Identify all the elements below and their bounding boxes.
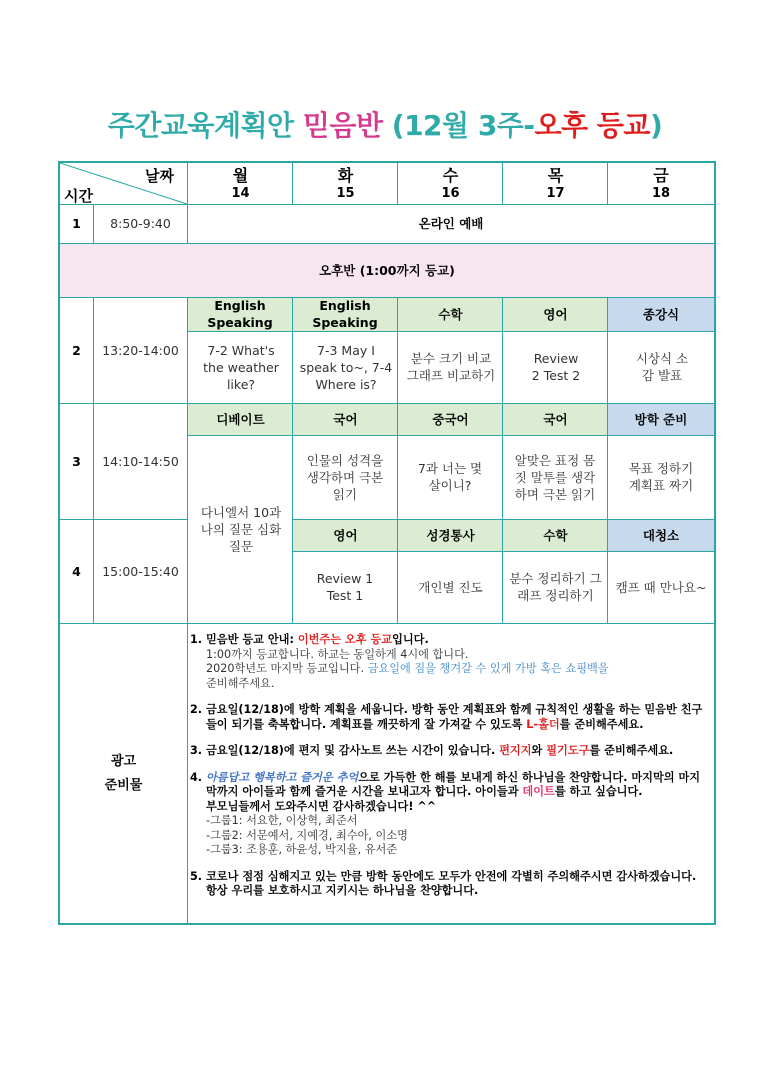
note-highlight: 필기도구 (546, 744, 590, 757)
subject-cell: 국어 (333, 411, 358, 427)
subject-cell: 방학 준비 (634, 411, 688, 427)
afternoon-banner: 오후반 (1:00까지 등교) (319, 262, 455, 278)
note-text: 를 준비해주세요. (589, 744, 674, 757)
day-name: 금 (653, 165, 669, 185)
day-header-wed (398, 163, 503, 204)
note-text: 를 하고 싶습니다. (554, 785, 643, 798)
note-text: 2020학년도 마지막 등교입니다. (206, 662, 368, 675)
subject-cell: English Speaking (207, 298, 273, 330)
period-number: 2 (72, 342, 81, 358)
subject-cell: 종강식 (642, 306, 680, 322)
note-item (190, 870, 710, 899)
note-text: 코로나 점점 심해지고 있는 만큼 방학 동안에도 모두가 안전에 각별히 주의해주시면 감사하겠습니다. 항상 우리를 보호하시고 지키시는 하나님을 찬양합니다. (206, 869, 697, 897)
detail-cell: 알맞은 표정 몸짓 말투를 생각하며 극본 읽기 (514, 452, 596, 502)
note-text: 1:00까지 등교합니다. 하교는 동일하게 4시에 합니다. (206, 647, 469, 661)
note-highlight: L-홀더 (526, 717, 560, 731)
note-item (190, 771, 710, 858)
subject-cell: 성경통사 (426, 527, 475, 543)
note-number: 4. (190, 770, 203, 784)
note-text: 금요일(12/18)에 방학 계획을 세웁니다. 방학 동안 계획표와 함께 규칙적인 생활을 하는 믿음반 친구들이 되기를 축복합니다. 계획표를 깨끗하게 잘 가져갈 수 있도록 (206, 703, 703, 731)
note-text: 부모님들께서 도와주시면 감사하겠습니다! ^^ (206, 799, 437, 813)
divider (292, 297, 293, 623)
detail-cell: 시상식 소감 발표 (635, 351, 689, 383)
note-item (190, 633, 710, 691)
day-date: 17 (546, 185, 565, 201)
period-time: 15:00-15:40 (102, 563, 179, 579)
day-date: 18 (651, 185, 671, 201)
note-text: 으로 가득한 한 해를 보내게 하신 하나님을 찬양합니다. 마지막의 마지막까지 아이들과 함께 즐거운 시간을 보내고자 합니다. 아이들과 (206, 770, 701, 798)
detail-cell: 7-2 What's the weather like? (203, 342, 279, 392)
weekly-plan-table (58, 161, 716, 925)
detail-cell: 캠프 때 만나요~ (615, 579, 707, 595)
day-date: 15 (336, 185, 355, 201)
notes-label-supplies: 준비물 (104, 778, 143, 793)
note-highlight: 편지지 (499, 744, 532, 757)
note-number: 3. (190, 744, 203, 757)
note-number: 5. (190, 869, 203, 883)
detail-cell: 분수 크기 비교 그래프 비교하기 (406, 351, 496, 383)
title-afternoon: 오후 등교 (534, 109, 650, 142)
detail-cell: 분수 정리하기 그래프 정리하기 (509, 571, 602, 603)
divider (187, 297, 188, 925)
notes-label-ad: 광고 (110, 754, 137, 769)
day-header-mon (188, 163, 293, 204)
subject-cell: 중국어 (432, 411, 469, 427)
period-number: 1 (72, 216, 81, 231)
subject-cell: English Speaking (312, 298, 378, 330)
date-header-label: 날짜 (145, 167, 174, 185)
subject-cell: 디베이트 (216, 411, 265, 427)
day-date: 16 (441, 185, 460, 201)
group-list: -그룹3: 조용훈, 하윤성, 박지율, 유서준 (206, 843, 398, 856)
subject-cell: 영어 (333, 527, 358, 543)
note-text: 를 준비해주세요. (559, 717, 644, 731)
detail-cell: 인물의 성격을 생각하며 극본 읽기 (306, 452, 384, 502)
day-header-tue (293, 163, 398, 204)
day-name: 월 (232, 165, 249, 185)
note-number: 1. (190, 633, 203, 646)
note-text: 준비해주세요. (206, 676, 275, 690)
title-week: (12월 3주- (391, 109, 535, 142)
note-highlight: 금요일에 짐을 챙겨갈 수 있게 가방 혹은 쇼핑백을 (367, 662, 609, 675)
day-name: 수 (442, 165, 459, 185)
detail-cell: 7과 너는 몇 살이니? (417, 461, 483, 493)
day-header-fri (608, 163, 714, 204)
period-number: 3 (72, 453, 81, 469)
group-list: -그룹1: 서요한, 이상혁, 최준서 (206, 814, 358, 827)
subject-cell: 수학 (438, 306, 463, 322)
detail-cell: 7-3 May I speak to~, 7-4 Where is? (299, 342, 393, 392)
subject-cell: 수학 (543, 527, 568, 543)
day-name: 화 (337, 165, 354, 185)
day-date: 14 (231, 185, 250, 201)
note-highlight: 데이트 (522, 785, 555, 798)
note-item (190, 744, 710, 759)
note-highlight: 이번주는 오후 등교 (297, 633, 393, 646)
note-highlight: 아름답고 행복하고 즐거운 추억 (206, 770, 359, 784)
detail-cell: Review 2 Test 2 (531, 351, 581, 383)
day-name: 목 (547, 165, 564, 185)
period-time: 13:20-14:00 (102, 342, 179, 358)
online-worship: 온라인 예배 (418, 216, 484, 231)
note-number: 2. (190, 703, 203, 716)
subject-cell: 대청소 (642, 527, 680, 543)
debate-detail: 다니엘서 10과 나의 질문 심화 질문 (200, 504, 282, 554)
group-list: -그룹2: 서문예서, 지예경, 최수아, 이소명 (206, 828, 408, 842)
title-close: ) (649, 109, 663, 142)
note-text: 와 (531, 744, 547, 757)
notes-list (190, 633, 710, 911)
notes-label (60, 623, 187, 925)
period-time: 8:50-9:40 (110, 216, 171, 231)
detail-cell: 개인별 진도 (418, 579, 483, 595)
detail-cell: Review 1 Test 1 (316, 571, 374, 603)
day-header-thu (503, 163, 608, 204)
period-number: 4 (72, 563, 81, 579)
subject-cell: 국어 (543, 411, 568, 427)
subject-cell: 영어 (543, 306, 568, 322)
title-main: 주간교육계획안 (107, 109, 294, 142)
title-class: 믿음반 (302, 109, 383, 142)
note-text: 입니다. (392, 633, 429, 646)
time-header-label: 시간 (64, 187, 93, 205)
page-title (0, 104, 770, 144)
detail-cell: 목표 정하기 계획표 짜기 (628, 461, 694, 493)
note-text: 믿음반 등교 안내: (206, 633, 298, 646)
note-text: 금요일(12/18)에 편지 및 감사노트 쓰는 시간이 있습니다. (206, 744, 500, 757)
note-item (190, 703, 710, 732)
period-time: 14:10-14:50 (102, 453, 179, 469)
